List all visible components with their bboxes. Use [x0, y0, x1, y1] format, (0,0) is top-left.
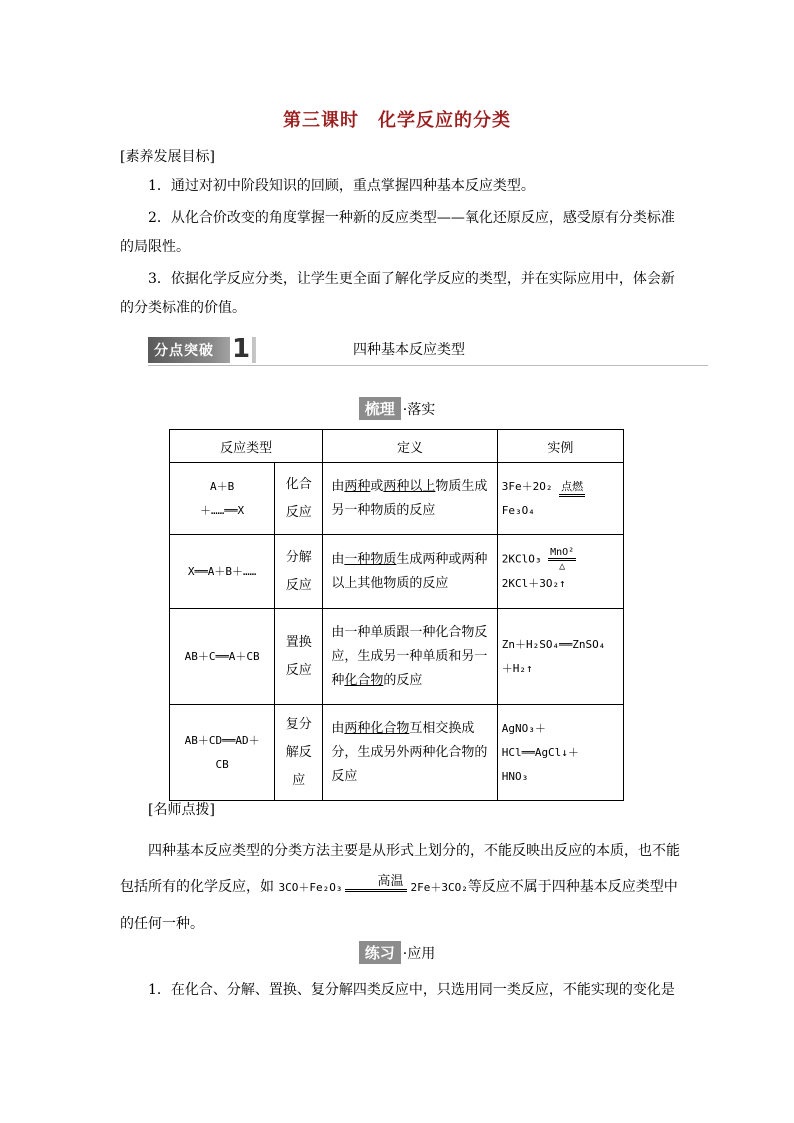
header-example: 实例: [497, 430, 623, 463]
reaction-type: 复分 解反 应: [275, 705, 323, 801]
example-reaction: Zn＋H₂SO₄══ZnSO₄ ＋H₂↑: [497, 609, 623, 705]
section-tag: [148, 334, 256, 364]
definition: 由两种化合物互相交换成分，生成另外两种化合物的反应: [323, 705, 497, 801]
tip-paragraph: 四种基本反应类型的分类方法主要是从形式上划分的，不能反映出反应的本质，也不能包括所有的化学反应，如 3CO＋Fe₂O₃ 高温 2Fe＋3CO₂等反应不属于四种基本反应类型中的任何一种。: [120, 843, 680, 932]
page-title: 第三课时 化学反应的分类: [283, 110, 511, 131]
general-equation: AB＋CD══AD＋ CB: [170, 705, 275, 801]
goal-item-2: 2．从化合价改变的角度掌握一种新的反应类型——氧化还原反应，感受原有分类标准的局限性。: [120, 210, 675, 255]
reaction-type: 分解 反应: [275, 535, 323, 609]
header-type: 反应类型: [170, 430, 323, 463]
reaction-types-table: [169, 429, 624, 801]
review-badge: 梳理: [359, 397, 401, 420]
section-tag-label: 分点突破: [154, 343, 214, 359]
tip-heading: [名师点拨]: [148, 802, 215, 818]
question-1: 1．在化合、分解、置换、复分解四类反应中，只选用同一类反应，不能实现的变化是: [148, 982, 675, 998]
practice-heading: [0, 941, 794, 964]
header-definition: 定义: [323, 430, 497, 463]
reaction-type: 化合 反应: [275, 463, 323, 535]
section-header: [148, 335, 708, 366]
example-reaction: 2KClO₃ MnO² △ 2KCl＋3O₂↑: [497, 535, 623, 609]
general-equation: A＋B ＋……══X: [170, 463, 275, 535]
table-row: [170, 705, 624, 801]
definition: 由两种或两种以上物质生成另一种物质的反应: [323, 463, 497, 535]
goal-item-3: 3．依据化学反应分类，让学生更全面了解化学反应的类型，并在实际应用中，体会新的分类标准的价值。: [120, 271, 675, 316]
definition: 由一种单质跟一种化合物反应，生成另一种单质和另一种化合物的反应: [323, 609, 497, 705]
section-title: 四种基本反应类型: [353, 342, 465, 358]
review-heading: [0, 397, 794, 420]
table-row: [170, 463, 624, 535]
practice-badge: 练习: [359, 941, 401, 964]
review-badge-suffix: ·落实: [402, 401, 436, 418]
table-row: [170, 535, 624, 609]
example-reaction: 3Fe＋2O₂ 点燃 Fe₃O₄: [497, 463, 623, 535]
practice-badge-suffix: ·应用: [402, 945, 436, 962]
table-header-row: [170, 430, 624, 463]
reaction-type: 置换 反应: [275, 609, 323, 705]
condition-high-temperature: 高温: [345, 875, 407, 892]
table-row: [170, 609, 624, 705]
general-equation: X══A＋B＋……: [170, 535, 275, 609]
goal-item-1: 1．通过对初中阶段知识的回顾，重点掌握四种基本反应类型。: [148, 178, 535, 194]
example-reaction: AgNO₃＋ HCl══AgCl↓＋ HNO₃: [497, 705, 623, 801]
section-tag-number: 1: [231, 334, 251, 364]
goals-heading: [素养发展目标]: [120, 149, 215, 165]
definition: 由一种物质生成两种或两种以上其他物质的反应: [323, 535, 497, 609]
general-equation: AB＋C══A＋CB: [170, 609, 275, 705]
